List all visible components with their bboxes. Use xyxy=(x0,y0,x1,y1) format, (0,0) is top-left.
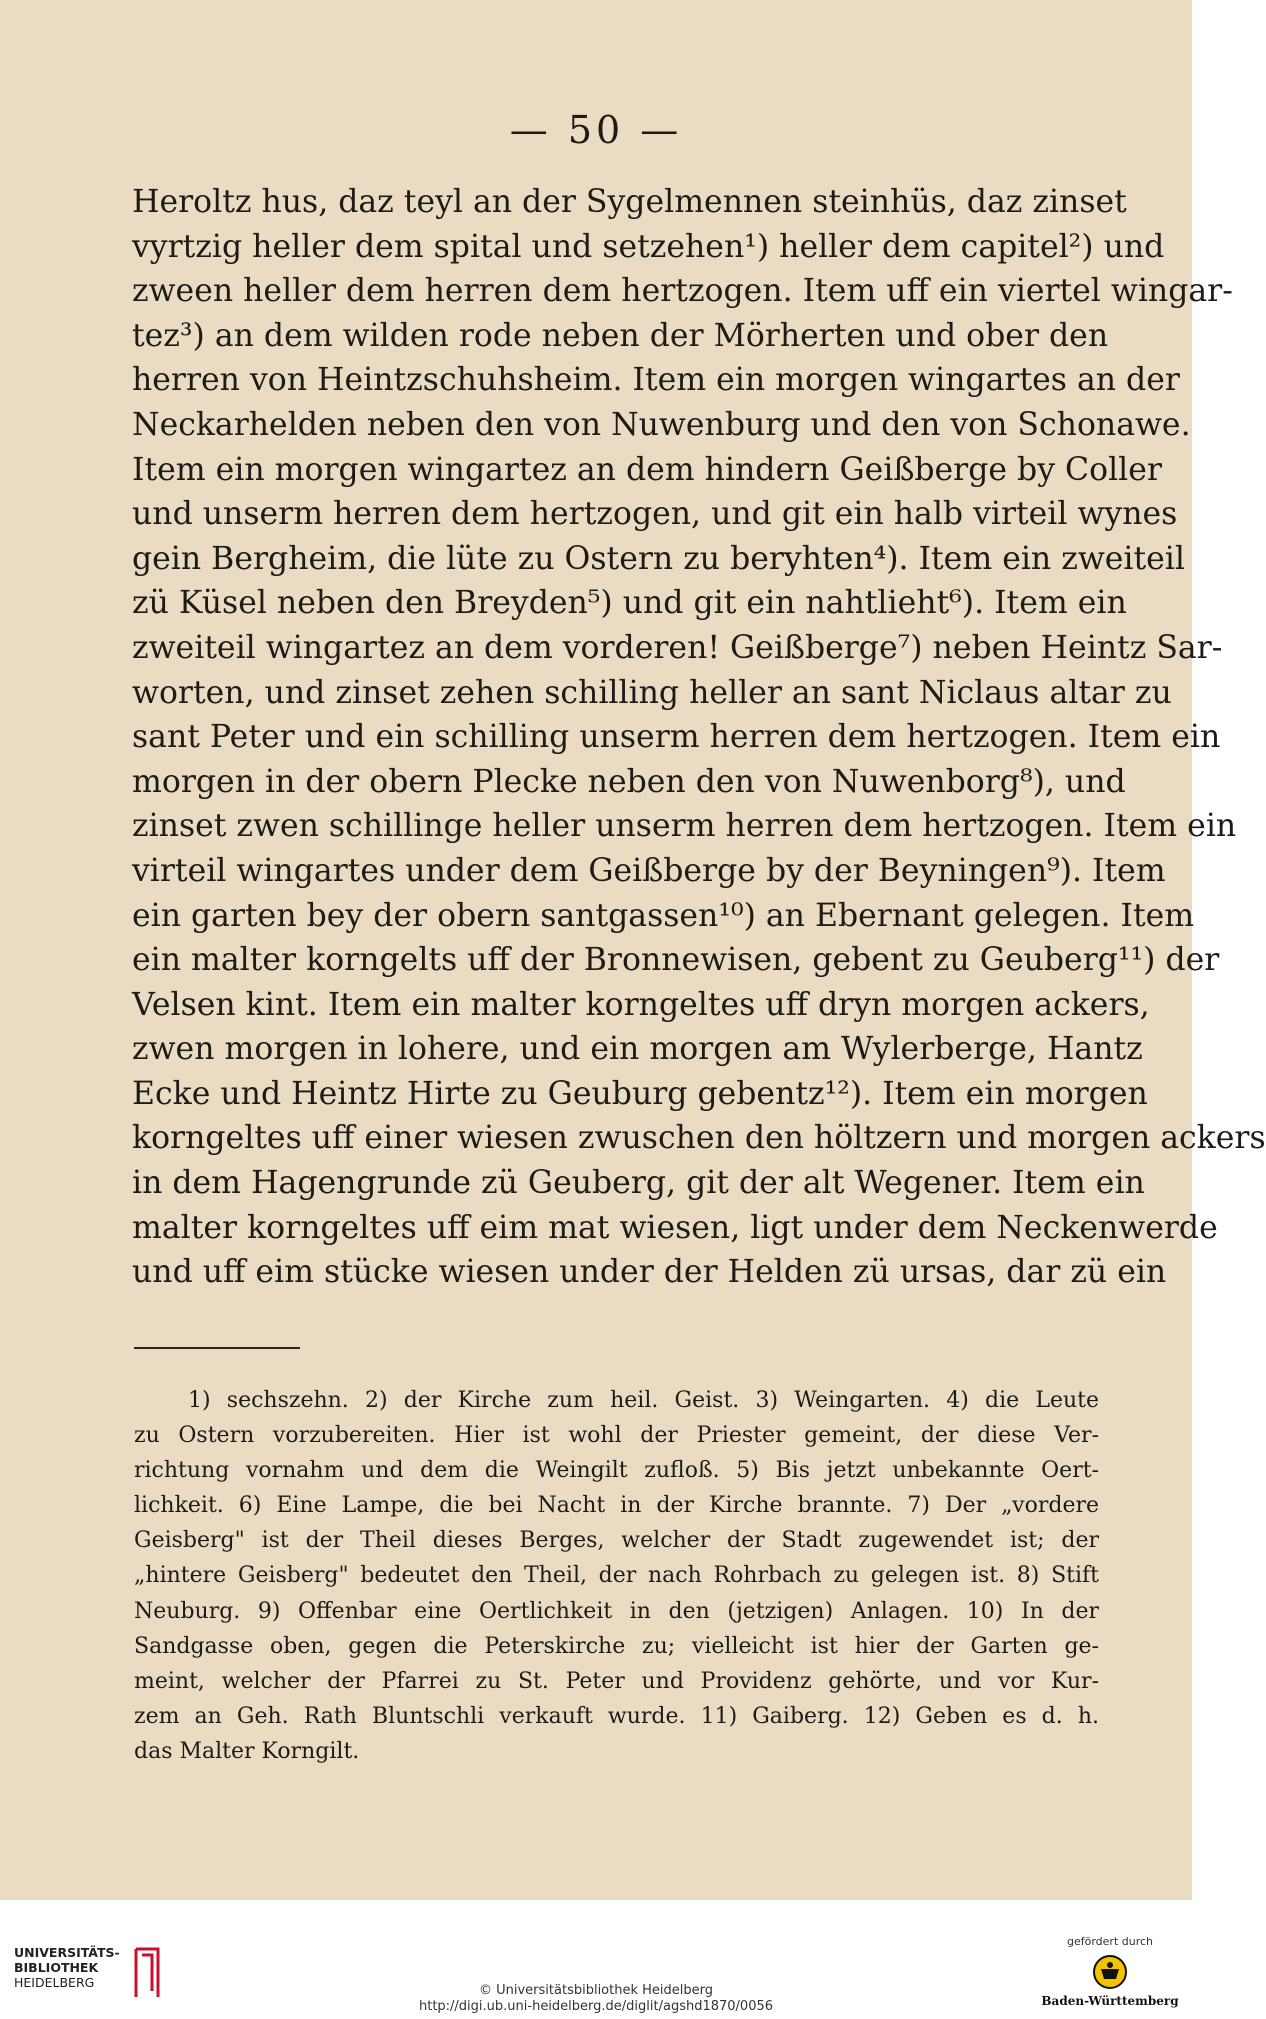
logo-line-2: BIBLIOTHEK xyxy=(14,1960,99,1975)
footnote-line: Geisberg" ist der Theil dieses Berges, welcher der Stadt zugewendet ist; der xyxy=(134,1528,1099,1554)
text-line: virteil wingartes under dem Geißberge by der Beyningen⁹). Item xyxy=(132,852,1166,889)
footnote-line: 1) sechszehn. 2) der Kirche zum heil. Geist. 3) Weingarten. 4) die Leute xyxy=(188,1388,1099,1413)
footnote-line: meint, welcher der Pfarrei zu St. Peter und Providenz gehörte, und vor Kur- xyxy=(134,1668,1099,1694)
text-line: korngeltes uff einer wiesen zwuschen den höltzern und morgen ackers xyxy=(132,1120,1266,1157)
text-line: herren von Heintzschuhsheim. Item ein morgen wingartes an der xyxy=(132,362,1180,399)
text-line: zwen morgen in lohere, und ein morgen am Wylerberge, Hantz xyxy=(132,1031,1143,1068)
footnote-line: „hintere Geisberg" bedeutet den Theil, der nach Rohrbach zu gelegen ist. 8) Stift xyxy=(134,1563,1099,1589)
text-line: Item ein morgen wingartez an dem hindern Geißberge by Coller xyxy=(132,451,1162,488)
main-text-block xyxy=(132,180,1266,1295)
footnote-line: zu Ostern vorzubereiten. Hier ist wohl der Priester gemeint, der diese Ver- xyxy=(134,1423,1099,1449)
funded-by-label: gefördert durch xyxy=(1066,1935,1154,1948)
text-line: Heroltz hus, daz teyl an der Sygelmennen steinhüs, daz zinset xyxy=(132,184,1127,220)
copyright-text: © Universitätsbibliothek Heidelberg xyxy=(478,1983,713,1998)
text-line: vyrtzig heller dem spital und setzehen¹) heller dem capitel²) und xyxy=(132,228,1165,265)
text-line: zinset zwen schillinge heller unserm herren dem hertzogen. Item ein xyxy=(132,808,1237,845)
copyright-notice xyxy=(0,1983,1192,2015)
text-line: worten, und zinset zehen schilling heller an sant Niclaus altar zu xyxy=(132,674,1172,711)
text-line: sant Peter und ein schilling unserm herren dem hertzogen. Item ein xyxy=(132,719,1221,756)
state-crest-icon xyxy=(1092,1954,1128,1990)
footnote-line: Sandgasse oben, gegen die Peterskirche zu; vielleicht ist hier der Garten ge- xyxy=(134,1633,1099,1659)
text-line: zween heller dem herren dem hertzogen. Item uff ein viertel wingar- xyxy=(132,273,1233,310)
text-line: tez³) an dem wilden rode neben der Mörherten und ober den xyxy=(132,317,1109,354)
text-line: Velsen kint. Item ein malter korngeltes uff dryn morgen ackers, xyxy=(132,986,1150,1023)
text-line: in dem Hagengrunde zü Geuberg, git der alt Wegener. Item ein xyxy=(132,1165,1145,1202)
footnote-line: das Malter Korngilt. xyxy=(134,1738,360,1764)
footnote-line: Neuburg. 9) Offenbar eine Oertlichkeit in den (jetzigen) Anlagen. 10) In der xyxy=(134,1598,1099,1624)
footnote-line: lichkeit. 6) Eine Lampe, die bei Nacht in der Kirche brannte. 7) Der „vordere xyxy=(134,1493,1099,1519)
baden-wuerttemberg-logo[interactable] xyxy=(1040,1935,1180,2015)
page-number: — 50 — xyxy=(509,108,683,152)
state-name: Baden-Württemberg xyxy=(1041,1994,1179,2008)
text-line: zü Küsel neben den Breyden⁵) und git ein nahtlieht⁶). Item ein xyxy=(132,585,1127,622)
footnote-rule xyxy=(134,1347,300,1349)
footnote-line: zem an Geh. Rath Bluntschli verkauft wurde. 11) Gaiberg. 12) Geben es d. h. xyxy=(134,1703,1099,1729)
text-line: Ecke und Heintz Hirte zu Geuburg gebentz¹²). Item ein morgen xyxy=(132,1075,1148,1112)
text-line: gein Bergheim, die lüte zu Ostern zu beryhten⁴). Item ein zweiteil xyxy=(132,540,1185,577)
logo-line-3: HEIDELBERG xyxy=(14,1975,95,1990)
footnote-line: richtung vornahm und dem die Weingilt zufloß. 5) Bis jetzt unbekannte Oert- xyxy=(134,1458,1099,1484)
text-line: morgen in der obern Plecke neben den von Nuwenborg⁸), und xyxy=(132,763,1126,800)
text-line: und uff eim stücke wiesen under der Helden zü ursas, dar zü ein xyxy=(132,1254,1167,1291)
footnotes-block xyxy=(134,1383,1099,1769)
text-line: zweiteil wingartez an dem vorderen! Geißberge⁷) neben Heintz Sar- xyxy=(132,629,1223,666)
text-line: Neckarhelden neben den von Nuwenburg und den von Schonawe. xyxy=(132,406,1191,443)
source-url[interactable]: http://digi.ub.uni-heidelberg.de/diglit/agshd1870/0056 xyxy=(418,1999,774,2014)
text-line: malter korngeltes uff eim mat wiesen, ligt under dem Neckenwerde xyxy=(132,1209,1218,1246)
text-line: und unserm herren dem hertzogen, und git ein halb virteil wynes xyxy=(132,496,1178,533)
text-line: ein garten bey der obern santgassen¹⁰) an Ebernant gelegen. Item xyxy=(132,897,1195,934)
text-line: ein malter korngelts uff der Bronnewisen, gebent zu Geuberg¹¹) der xyxy=(132,942,1220,979)
logo-line-1: UNIVERSITÄTS- xyxy=(14,1945,120,1960)
